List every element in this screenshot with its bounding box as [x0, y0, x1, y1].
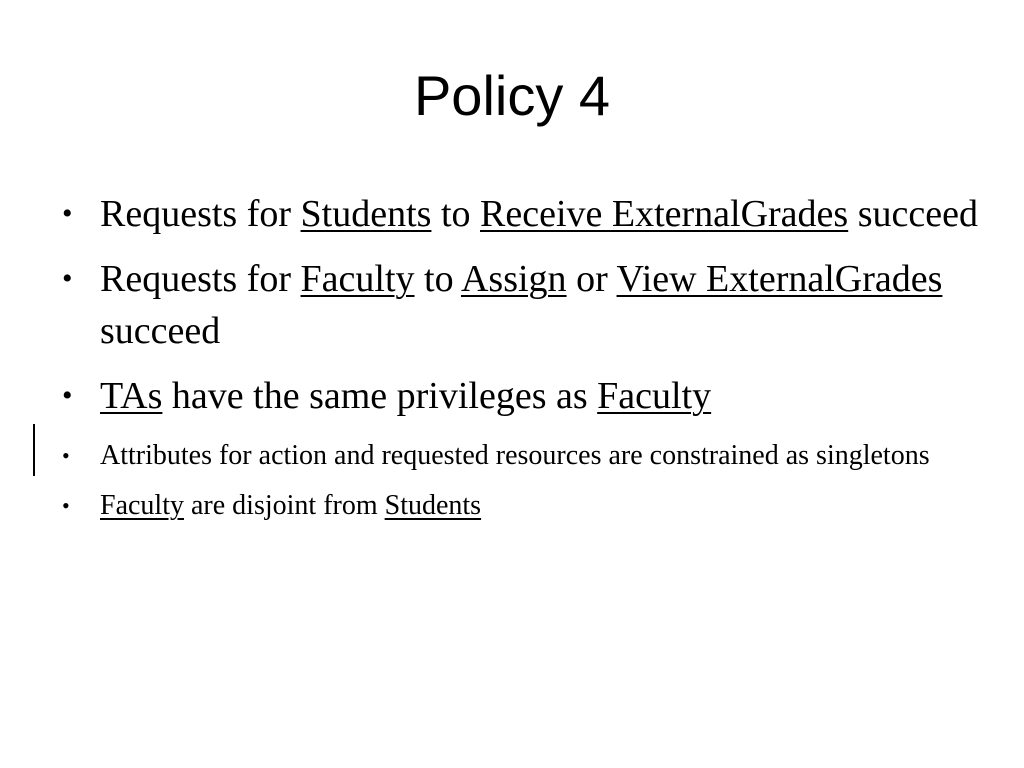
bullet-dot: • — [62, 443, 70, 468]
bullet-text: Attributes for action and requested resources are constrained as singletons — [100, 440, 930, 471]
underlined-term: Faculty — [597, 375, 712, 417]
bullet-text: Requests for — [100, 193, 301, 235]
bullet-item — [62, 485, 980, 527]
underlined-term: Receive ExternalGrades — [480, 193, 849, 235]
underlined-term: Faculty — [300, 258, 415, 300]
underlined-term: Assign — [460, 258, 567, 300]
underlined-term: TAs — [100, 375, 163, 417]
bullet-text: succeed — [848, 193, 978, 235]
bullet-item — [62, 188, 980, 240]
slide-title: Policy 4 — [413, 64, 611, 127]
underlined-term: Students — [300, 193, 432, 235]
bullet-text: Requests for — [100, 258, 301, 300]
bullet-list — [62, 188, 980, 535]
underlined-term: View ExternalGrades — [616, 258, 943, 300]
bullet-dot: • — [62, 262, 73, 295]
bullet-text: are disjoint from — [184, 490, 385, 521]
bullet-dot: • — [62, 493, 70, 518]
bullet-text: or — [566, 258, 617, 300]
bullet-item — [62, 253, 980, 357]
bullet-text: to — [414, 258, 461, 300]
bullet-dot: • — [62, 197, 73, 230]
bullet-dot: • — [62, 379, 73, 412]
underlined-term: Faculty — [100, 490, 184, 521]
bullet-text: have the same privileges as — [162, 375, 598, 417]
bullet-item — [62, 435, 980, 477]
bullet-text: to — [431, 193, 480, 235]
text-cursor — [33, 424, 35, 476]
bullet-item — [62, 370, 980, 422]
bullet-text: succeed — [100, 310, 221, 352]
underlined-term: Students — [384, 490, 482, 521]
